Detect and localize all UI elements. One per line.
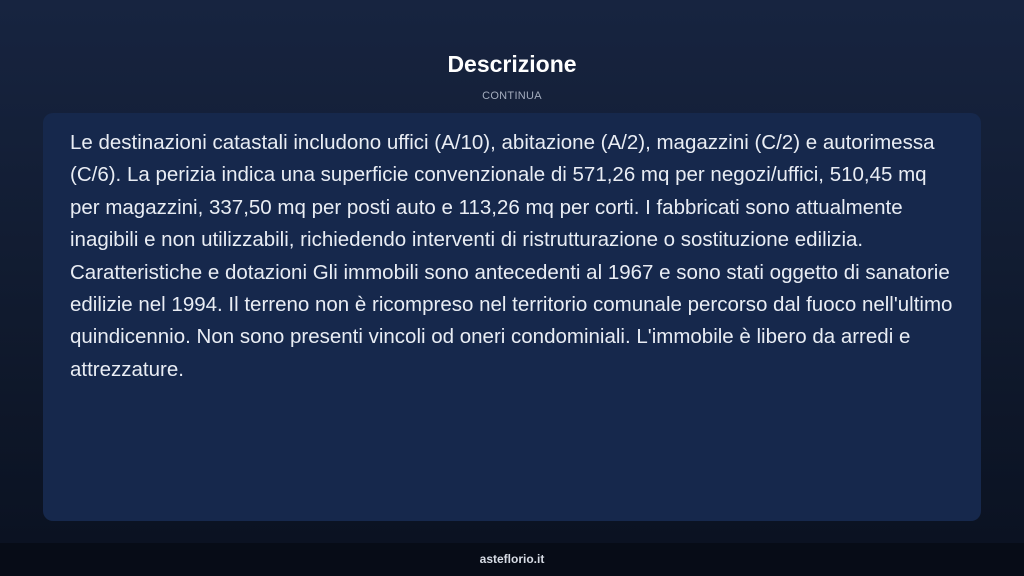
footer-brand: asteflorio.it <box>479 552 545 566</box>
page-title: Descrizione <box>447 51 577 77</box>
description-card <box>43 113 981 521</box>
continua-label: CONTINUA <box>482 90 542 102</box>
description-text: Le destinazioni catastali includono uffici (A/10), abitazione (A/2), magazzini (C/2) e autorimessa (C/6). La perizia indica una superficie convenzionale di 571,26 mq per negozi/uffici, 510,45 mq per magazzini, 337,50 mq per posti auto e 113,26 mq per corti. I fabbricati sono attualmente inagibili e non utilizzabili, richiedendo interventi di ristrutturazione o sostituzione edilizia. Caratteristiche e dotazioni Gli immobili sono antecedenti al 1967 e sono stati oggetto di sanatorie edilizie nel 1994. Il terreno non è ricompreso nel territorio comunale percorso dal fuoco nell'ultimo quindicennio. Non sono presenti vincoli od oneri condominiali. L'immobile è libero da arredi e attrezzature. <box>70 131 953 381</box>
footer-bar <box>0 543 1024 576</box>
